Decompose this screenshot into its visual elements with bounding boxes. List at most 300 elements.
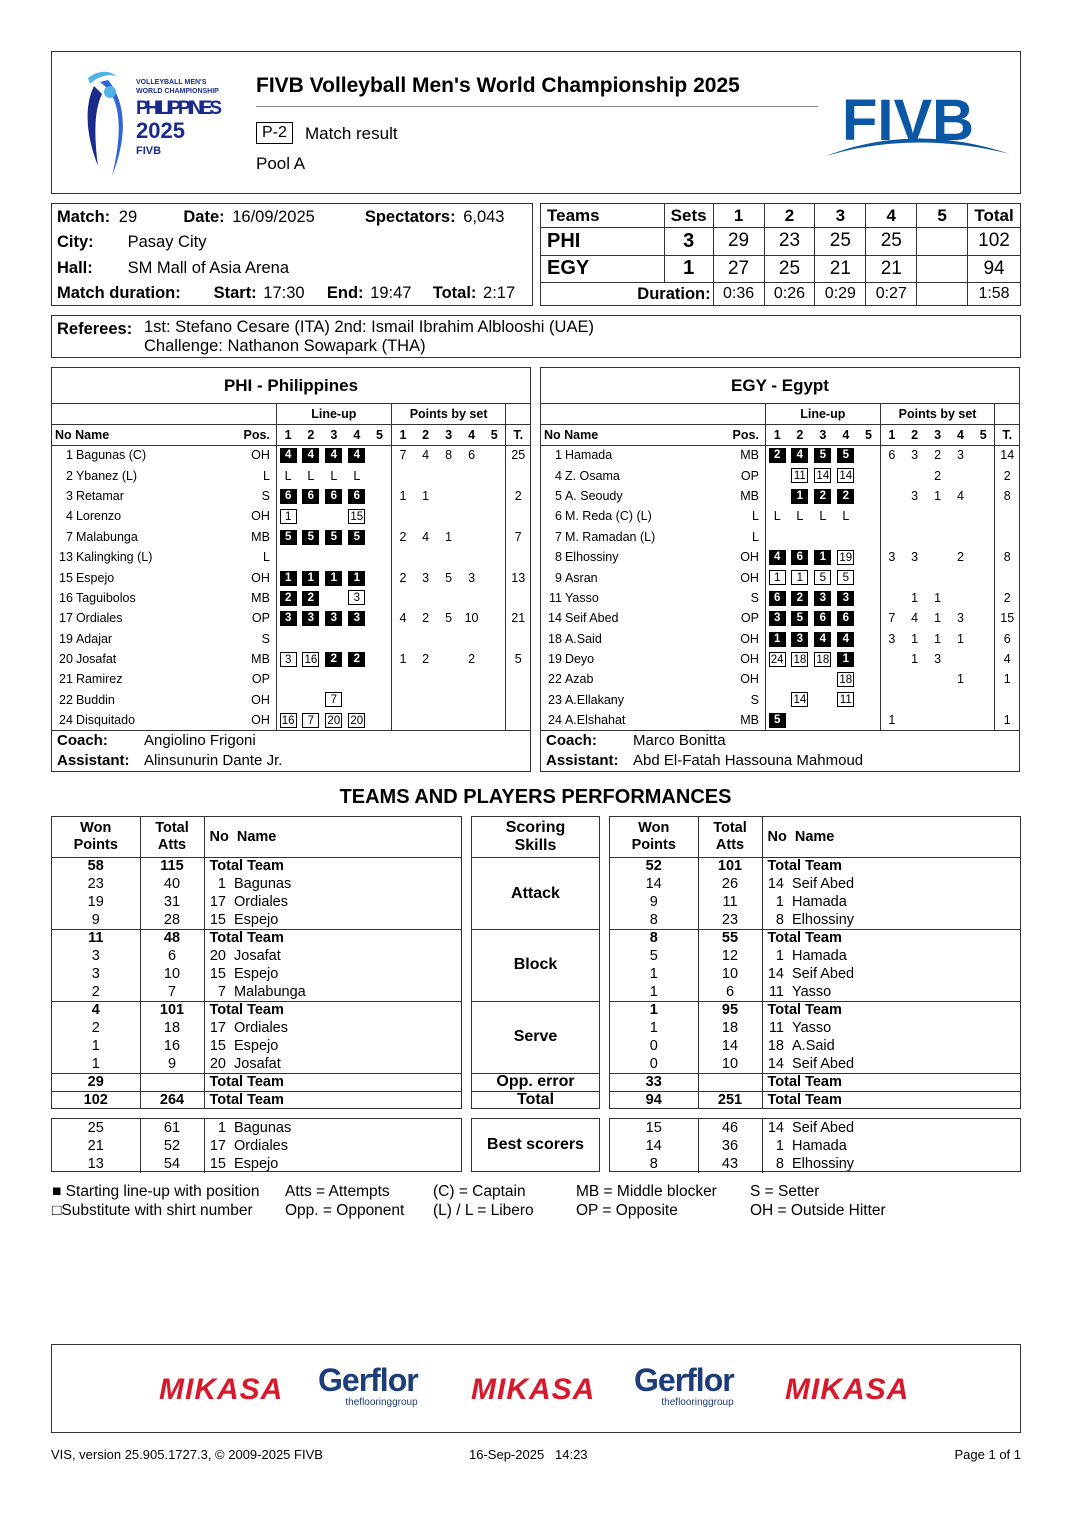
points-cell	[483, 527, 506, 547]
logo-line-2: WORLD CHAMPIONSHIP	[136, 88, 219, 95]
skill-total: Total	[516, 1091, 555, 1108]
player-total: 6	[995, 629, 1019, 649]
lineup-cell	[322, 527, 345, 547]
player-perf-row	[52, 1137, 461, 1155]
set-duration	[917, 283, 968, 306]
player-perf-row	[52, 1155, 461, 1173]
points-cell	[460, 669, 483, 689]
total-team-label: Total Team	[762, 857, 1020, 875]
lineup-cell	[788, 690, 811, 710]
lineup-cell	[765, 710, 788, 730]
starting-position: 6	[348, 489, 365, 504]
match-info-box	[51, 203, 533, 306]
set-score: 27	[713, 255, 764, 283]
score-table-box	[540, 203, 1021, 306]
lineup-cell	[788, 649, 811, 669]
lineup-cell	[857, 506, 880, 526]
points-cell	[414, 588, 437, 608]
player-perf-row	[52, 875, 461, 893]
logo-line-3: PHILIPPINES	[136, 98, 222, 119]
points-set-header: 2	[414, 424, 437, 445]
player-name: A.Said	[564, 631, 602, 646]
points-cell	[972, 669, 995, 689]
team-total-row	[52, 929, 461, 947]
lineup-cell	[345, 506, 368, 526]
player-position: L	[262, 550, 270, 565]
lineup-cell	[788, 608, 811, 628]
lineup-cell	[322, 506, 345, 526]
starting-position: 5	[814, 448, 831, 463]
player-no: 11	[762, 1019, 792, 1037]
points-cell: 1	[911, 590, 919, 605]
points-set-header: 1	[391, 424, 414, 445]
points-cell	[903, 690, 926, 710]
substitute-number: 3	[280, 652, 297, 667]
lineup-cell	[834, 465, 857, 485]
player-name: Malabunga	[234, 983, 306, 1000]
player-number: 19	[548, 652, 562, 667]
player-number: 16	[59, 590, 73, 605]
legend-setter: S = Setter	[750, 1183, 820, 1200]
points-cell	[414, 547, 437, 567]
player-row	[541, 649, 1019, 669]
points-cell	[391, 669, 414, 689]
lineup-cell	[299, 486, 322, 506]
points-cell	[972, 588, 995, 608]
set-score: 25	[764, 255, 815, 283]
hall-label: Hall:	[57, 259, 93, 277]
mikasa-logo: MIKASA	[159, 1373, 284, 1406]
best-right-box	[609, 1118, 1021, 1172]
team-total-row	[52, 1001, 461, 1019]
lineup-cell	[345, 608, 368, 628]
libero-mark: L	[819, 509, 827, 524]
lineup-cell	[857, 710, 880, 730]
points-cell: 1	[934, 488, 942, 503]
score-header: 1	[713, 204, 764, 228]
starting-position: 3	[325, 611, 342, 626]
points-cell	[483, 608, 506, 628]
points-cell: 4	[911, 611, 919, 626]
duration-label: Match duration:	[57, 284, 181, 302]
points-set-header: 5	[483, 424, 506, 445]
team-total-row	[610, 1073, 1020, 1091]
legend-libero: (L) / L = Libero	[433, 1202, 534, 1219]
won-points: 14	[645, 876, 662, 892]
lineup-header: Line-up	[276, 404, 391, 424]
referees-line-1: 1st: Stefano Cesare (ITA) 2nd: Ismail Ibrahim Alblooshi (UAE)	[144, 318, 594, 336]
points-cell	[926, 527, 949, 547]
points-cell	[437, 690, 460, 710]
lineup-cell	[299, 669, 322, 689]
lineup-cell	[811, 527, 834, 547]
player-no: 14	[762, 875, 792, 893]
lineup-cell	[299, 567, 322, 587]
skill-serve: Serve	[513, 1028, 558, 1045]
lineup-cell	[345, 567, 368, 587]
logo-line-5: FIVB	[136, 145, 162, 157]
points-cell	[437, 547, 460, 567]
performances-title: TEAMS AND PLAYERS PERFORMANCES	[339, 786, 732, 808]
player-name: A.Elshahat	[564, 713, 626, 728]
points-cell	[483, 649, 506, 669]
assistant-label: Assistant:	[546, 752, 619, 769]
player-name: Seif Abed	[792, 1055, 855, 1072]
player-name: M. Ramadan (L)	[564, 529, 656, 544]
lineup-cell	[834, 506, 857, 526]
player-name: Ordiales	[234, 1020, 288, 1036]
substitute-number: 11	[837, 692, 854, 707]
player-no: 14	[762, 965, 792, 983]
document-title: FIVB Volleyball Men's World Championship 2025	[256, 74, 740, 97]
player-row	[541, 710, 1019, 730]
lineup-cell	[811, 486, 834, 506]
starting-position: 2	[325, 652, 342, 667]
set-score	[917, 228, 968, 256]
player-total	[506, 629, 530, 649]
set-duration: 0:26	[764, 283, 815, 306]
substitute-number: 16	[302, 652, 319, 667]
player-total: 8	[995, 547, 1019, 567]
sets-won: 3	[664, 228, 713, 256]
substitute-number: 1	[791, 570, 808, 585]
points-cell	[460, 527, 483, 547]
lineup-set-header: 2	[299, 424, 322, 445]
points-set-header: 2	[903, 424, 926, 445]
gerflor-logo-sub: theflooringgroup	[345, 1397, 418, 1408]
start-label: Start:	[213, 284, 257, 302]
lineup-set-header: 1	[765, 424, 788, 445]
starting-position: 3	[837, 591, 854, 606]
starting-position: 6	[280, 489, 297, 504]
player-row	[541, 669, 1019, 689]
won-label: Won	[80, 819, 112, 836]
player-perf-row	[52, 893, 461, 911]
points-cell	[926, 567, 949, 587]
points-cell	[437, 486, 460, 506]
player-name: Elhossiny	[792, 1156, 855, 1172]
lineup-cell	[299, 527, 322, 547]
player-perf-row	[610, 1019, 1020, 1037]
legend-mb: MB = Middle blocker	[576, 1183, 717, 1200]
points-cell	[949, 527, 972, 547]
lineup-cell	[322, 669, 345, 689]
roster-phi	[51, 367, 531, 772]
player-name: Ordiales	[234, 1138, 288, 1154]
lineup-cell	[765, 506, 788, 526]
won-points: 9	[649, 894, 658, 910]
duration-row	[541, 283, 1021, 306]
player-perf-row	[52, 983, 461, 1001]
total-atts: 54	[140, 1155, 204, 1173]
player-position: OP	[251, 672, 270, 687]
points-cell	[391, 547, 414, 567]
lineup-cell	[834, 690, 857, 710]
start-time: 17:30	[263, 284, 305, 302]
player-row	[52, 608, 530, 628]
player-name: Seif Abed	[564, 611, 619, 626]
points-cell	[391, 690, 414, 710]
points-cell	[926, 506, 949, 526]
points-cell	[880, 588, 903, 608]
won-points: 1	[91, 1038, 100, 1054]
points-cell	[437, 669, 460, 689]
player-row	[52, 649, 530, 669]
starting-position: 1	[814, 550, 831, 565]
won-points: 58	[87, 858, 104, 875]
total-team-label: Total Team	[762, 929, 1020, 947]
player-perf-row	[610, 893, 1020, 911]
lineup-cell	[788, 588, 811, 608]
lineup-cell	[811, 547, 834, 567]
player-perf-row	[52, 1119, 461, 1137]
lineup-cell	[834, 629, 857, 649]
player-row	[541, 588, 1019, 608]
lineup-cell	[788, 669, 811, 689]
coach-name: Angiolino Frigoni	[144, 732, 256, 749]
points-cell	[972, 649, 995, 669]
substitute-number: 20	[325, 713, 342, 728]
points-cell	[949, 567, 972, 587]
player-total	[506, 465, 530, 485]
player-row	[541, 629, 1019, 649]
lineup-cell	[276, 465, 299, 485]
starting-position: 4	[348, 448, 365, 463]
lineup-cell	[857, 690, 880, 710]
total-team-label: Total Team	[204, 1073, 461, 1091]
starting-position: 1	[280, 571, 297, 586]
lineup-cell	[276, 547, 299, 567]
player-name: Seif Abed	[792, 876, 855, 892]
lineup-cell	[765, 649, 788, 669]
lineup-cell	[811, 608, 834, 628]
player-total	[995, 567, 1019, 587]
points-cell: 8	[445, 448, 453, 463]
player-name: Malabunga	[75, 529, 138, 544]
lineup-cell	[345, 669, 368, 689]
won-points: 102	[52, 1091, 140, 1109]
points-cell	[391, 465, 414, 485]
points-cell: 1	[911, 652, 919, 667]
player-perf-row	[52, 1055, 461, 1073]
player-name: Lorenzo	[75, 509, 122, 524]
legend-op: OP = Opposite	[576, 1202, 678, 1219]
player-name: Seif Abed	[792, 966, 855, 982]
substitute-number: 1	[769, 570, 786, 585]
total-atts: 264	[140, 1091, 204, 1109]
no-name-header: No Name	[541, 424, 733, 445]
player-no: 15	[204, 1155, 234, 1173]
points-set-header: 3	[926, 424, 949, 445]
points-cell	[972, 465, 995, 485]
points-cell	[903, 527, 926, 547]
perf-left-box	[51, 816, 462, 1109]
lineup-cell	[345, 486, 368, 506]
player-name: Asran	[564, 570, 598, 585]
won-points: 1	[649, 1020, 658, 1036]
player-no: 1	[762, 893, 792, 911]
points-set-header: 5	[972, 424, 995, 445]
roster-header-spacer	[52, 404, 276, 424]
won-points: 13	[87, 1156, 104, 1172]
won-points: 1	[610, 1001, 698, 1019]
won-label: Won	[638, 819, 670, 836]
score-row-phi	[541, 228, 1021, 256]
lineup-set-header: 5	[368, 424, 391, 445]
team-total-row	[610, 929, 1020, 947]
total-atts: 40	[140, 875, 204, 893]
starting-position: 2	[791, 591, 808, 606]
lineup-cell	[811, 465, 834, 485]
player-position: L	[751, 509, 759, 524]
player-position: S	[261, 488, 270, 503]
player-row	[52, 690, 530, 710]
lineup-cell	[368, 629, 391, 649]
total-atts: 14	[698, 1037, 762, 1055]
lineup-cell	[811, 649, 834, 669]
starting-position: 6	[814, 611, 831, 626]
set-duration: 0:27	[866, 283, 917, 306]
starting-position: 3	[791, 632, 808, 647]
points-by-set-header: Points by set	[391, 404, 506, 424]
lineup-cell	[299, 608, 322, 628]
substitute-number: 14	[837, 468, 854, 483]
starting-position: 5	[791, 611, 808, 626]
legend-captain: (C) = Captain	[433, 1183, 526, 1200]
skills-box	[471, 816, 600, 1109]
roster-header-spacer	[506, 404, 530, 424]
player-name: Elhossiny	[564, 550, 619, 565]
gerflor-logo	[318, 1363, 418, 1408]
player-name: Yasso	[564, 590, 599, 605]
points-cell	[437, 629, 460, 649]
points-cell: 4	[391, 608, 414, 628]
lineup-cell	[788, 506, 811, 526]
total-atts	[140, 1073, 204, 1091]
points-cell	[460, 547, 483, 567]
points-cell: 2	[422, 611, 430, 626]
total-team-label: Total Team	[204, 929, 461, 947]
end-label: End:	[326, 284, 364, 302]
lineup-cell	[368, 465, 391, 485]
lineup-set-header: 5	[857, 424, 880, 445]
player-name: Hamada	[792, 1138, 847, 1154]
points-cell	[483, 588, 506, 608]
total-atts: 251	[698, 1091, 762, 1109]
lineup-cell	[368, 710, 391, 730]
set-score	[917, 255, 968, 283]
points-cell	[460, 588, 483, 608]
player-name: Espejo	[234, 911, 279, 928]
points-cell	[972, 486, 995, 506]
points-label: Points	[73, 836, 118, 853]
won-points: 8	[649, 1156, 658, 1172]
skills-header	[472, 819, 599, 855]
lineup-cell	[857, 445, 880, 465]
starting-position: 6	[769, 591, 786, 606]
total-atts: 18	[140, 1019, 204, 1037]
total-team-label: Total Team	[762, 1001, 1020, 1019]
points-cell	[880, 567, 903, 587]
lineup-cell	[765, 629, 788, 649]
starting-position: 4	[769, 550, 786, 565]
total-atts: 16	[140, 1037, 204, 1055]
total-atts: 6	[698, 983, 762, 1001]
player-total: 5	[506, 649, 530, 669]
player-name: Josafat	[234, 948, 281, 964]
points-cell	[949, 690, 972, 710]
atts-label: Atts	[715, 836, 745, 853]
player-total: 2	[506, 486, 530, 506]
lineup-cell	[345, 649, 368, 669]
team-total-row	[610, 1001, 1020, 1019]
player-name: Buddin	[75, 692, 115, 707]
player-no: 8	[762, 1155, 792, 1173]
total-score: 102	[968, 228, 1021, 256]
gerflor-logo	[634, 1363, 734, 1408]
points-cell: 10	[464, 611, 479, 626]
won-points: 2	[91, 983, 100, 1000]
total-atts: 11	[698, 893, 762, 911]
no-name-header: No Name	[52, 424, 244, 445]
player-row	[52, 527, 530, 547]
lineup-cell	[345, 629, 368, 649]
referees-line-2: Challenge: Nathanon Sowapark (THA)	[144, 337, 426, 355]
lineup-cell	[765, 690, 788, 710]
won-points: 9	[91, 911, 100, 928]
player-name: Josafat	[75, 652, 117, 667]
player-number: 17	[59, 611, 73, 626]
lineup-cell	[368, 649, 391, 669]
hall-value: SM Mall of Asia Arena	[127, 259, 290, 277]
points-cell: 2	[391, 567, 414, 587]
set-score: 21	[815, 255, 866, 283]
won-points: 4	[52, 1001, 140, 1019]
points-cell	[972, 608, 995, 628]
won-points: 11	[52, 929, 140, 947]
lineup-cell	[368, 506, 391, 526]
team-code: PHI	[541, 228, 665, 256]
total-team-label: Total Team	[762, 1091, 1020, 1109]
player-name: Espejo	[234, 1156, 279, 1172]
player-row	[541, 506, 1019, 526]
set-score: 23	[764, 228, 815, 256]
points-cell: 1	[391, 486, 414, 506]
points-cell	[460, 629, 483, 649]
player-total	[995, 527, 1019, 547]
won-points: 8	[649, 911, 658, 928]
won-points-header	[52, 817, 140, 857]
lineup-cell	[276, 445, 299, 465]
lineup-cell	[834, 669, 857, 689]
player-no: 15	[204, 911, 234, 929]
total-label: Total	[155, 819, 189, 836]
points-set-header: 4	[949, 424, 972, 445]
player-name: Espejo	[234, 966, 279, 982]
points-set-header: 4	[460, 424, 483, 445]
points-by-set-header: Points by set	[880, 404, 995, 424]
lineup-cell	[834, 710, 857, 730]
sets-won: 1	[664, 255, 713, 283]
total-atts: 23	[698, 911, 762, 929]
title-divider	[256, 106, 818, 107]
libero-mark: L	[307, 468, 315, 483]
roster-table	[52, 404, 530, 730]
libero-mark: L	[773, 509, 781, 524]
player-number: 19	[59, 631, 73, 646]
total-atts: 48	[140, 929, 204, 947]
player-no: 17	[204, 893, 234, 911]
